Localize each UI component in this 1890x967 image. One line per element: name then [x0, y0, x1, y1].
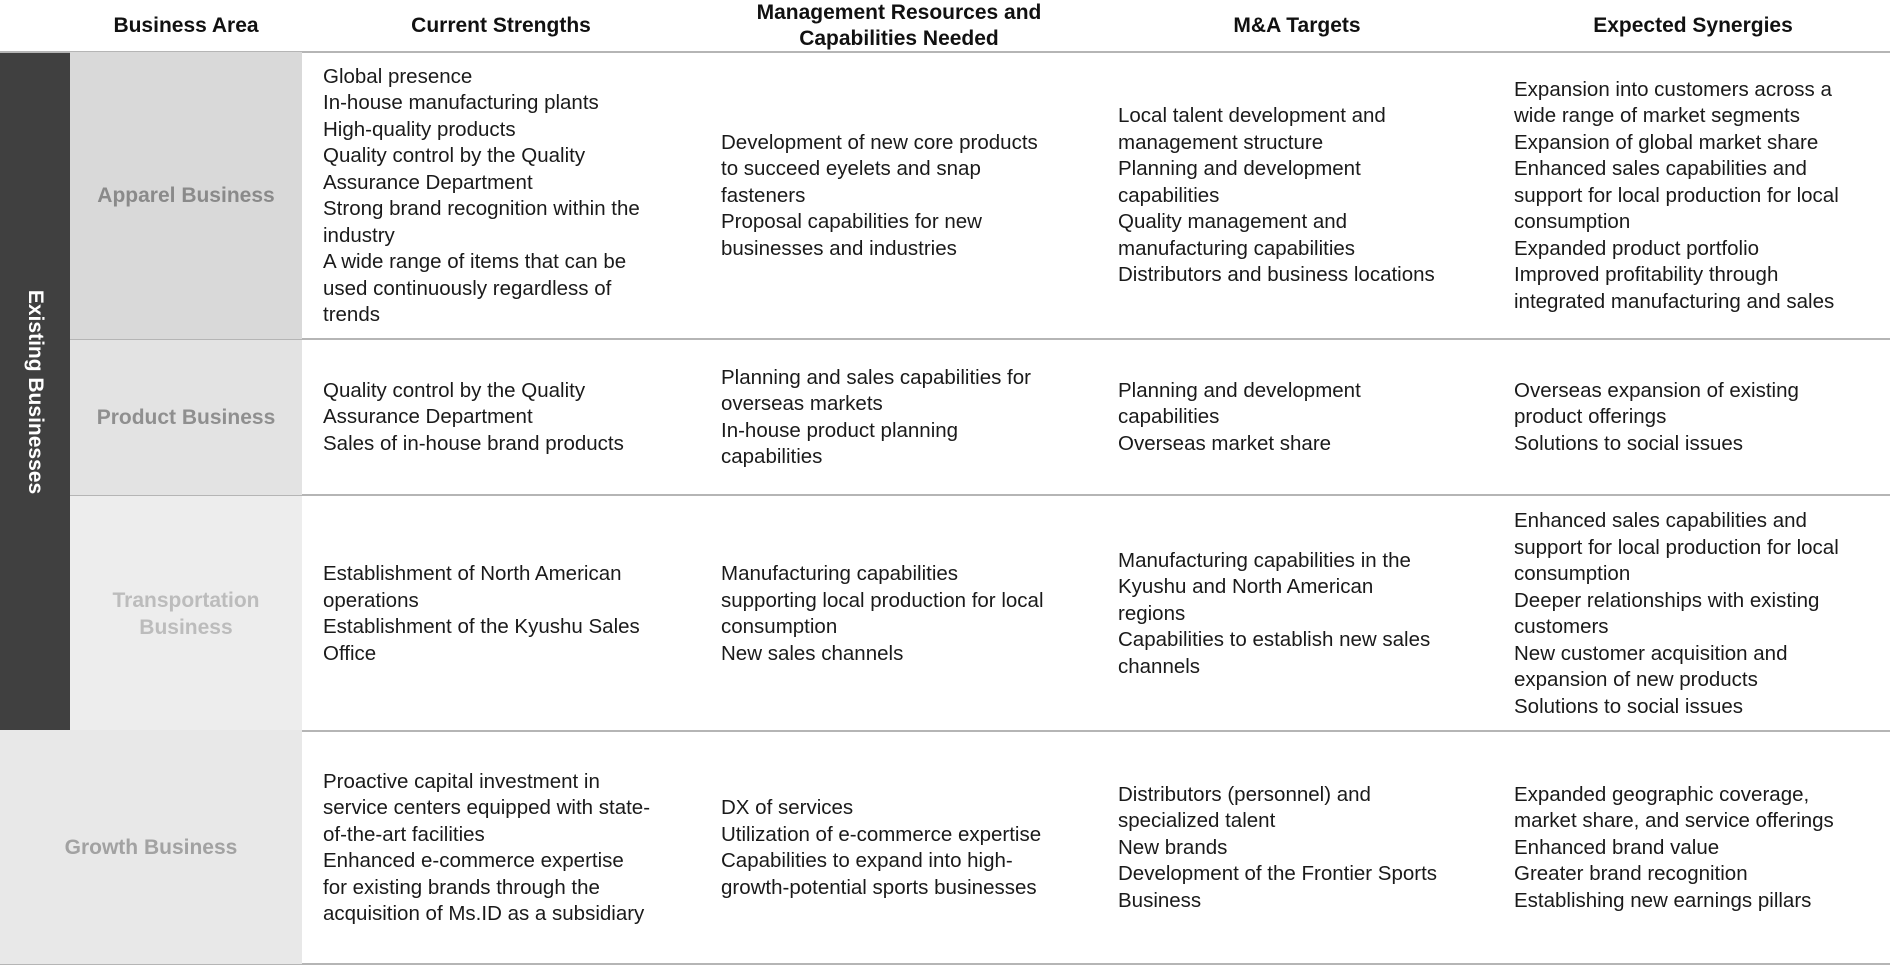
text-line: channels — [1118, 654, 1201, 678]
area-apparel-business — [70, 52, 302, 339]
text-line: Sales of in-house brand products — [323, 431, 624, 455]
text-line: product offerings — [1514, 405, 1667, 429]
apparel-ma-targets — [1118, 56, 1488, 336]
transportation-expected-synergies — [1514, 498, 1886, 730]
text-line: Utilization of e-commerce expertise — [721, 822, 1042, 846]
text-line: Solutions to social issues — [1514, 694, 1744, 718]
text-line: Apparel Business — [97, 184, 275, 207]
row-divider — [70, 494, 1890, 496]
text-line: consumption — [1514, 562, 1631, 585]
text-line: Planning and development — [1118, 378, 1361, 402]
text-line: for existing brands through the — [323, 875, 600, 899]
text-line: businesses and industries — [721, 236, 957, 260]
area-lines — [112, 587, 259, 641]
text-line: Overseas expansion of existing — [1514, 378, 1799, 402]
text-line: support for local production for local — [1514, 535, 1839, 559]
growth-expected-synergies — [1514, 734, 1886, 962]
text-line: Assurance Department — [323, 170, 533, 194]
text-line: High-quality products — [323, 117, 516, 141]
text-line: operations — [323, 588, 419, 612]
text-line: Enhanced sales capabilities and — [1514, 157, 1807, 181]
text-line: Development of the Frontier Sports — [1118, 862, 1438, 886]
text-line: New sales channels — [721, 641, 904, 665]
text-line: trends — [323, 303, 380, 326]
text-line: Solutions to social issues — [1514, 431, 1744, 455]
text-line: New brands — [1118, 835, 1228, 859]
text-line: In-house manufacturing plants — [323, 91, 599, 114]
text-line: Enhanced brand value — [1514, 835, 1720, 859]
text-line: Kyushu and North American — [1118, 575, 1374, 599]
text-line: overseas markets — [721, 392, 883, 415]
text-line: customers — [1514, 615, 1609, 638]
text-line: consumption — [721, 615, 838, 638]
area-growth-business — [0, 730, 302, 964]
text-line: Expansion into customers across a — [1514, 77, 1832, 101]
header-expected-synergies: Expected Synergies — [1593, 14, 1793, 37]
text-line: expansion of new products — [1514, 668, 1758, 691]
text-line: wide range of market segments — [1514, 104, 1800, 128]
growth-ma-targets — [1118, 734, 1488, 962]
area-lines — [97, 182, 274, 209]
text-line: service centers equipped with state- — [323, 796, 651, 819]
text-line: Planning and development — [1118, 157, 1361, 181]
text-line: New customer acquisition and — [1514, 641, 1788, 665]
header-business-area: Business Area — [113, 14, 259, 37]
product-ma-targets — [1118, 342, 1488, 493]
product-resources-needed — [721, 342, 1091, 493]
text-line: A wide range of items that can be — [323, 250, 627, 273]
product-current-strengths — [323, 342, 693, 493]
text-line: Quality control by the Quality — [323, 144, 586, 167]
area-lines — [65, 834, 238, 861]
existing-businesses-label: Existing Businesses — [0, 52, 70, 732]
text-line: of-the-art facilities — [323, 822, 485, 846]
text-line: Capabilities to establish new sales — [1118, 628, 1431, 652]
header-ma-targets: M&A Targets — [1233, 14, 1361, 37]
growth-resources-needed — [721, 734, 1091, 962]
row-divider — [70, 338, 1890, 340]
text-line: Office — [323, 641, 377, 665]
transportation-ma-targets — [1118, 498, 1488, 730]
text-line: Planning and sales capabilities for — [721, 365, 1031, 389]
text-line: Proposal capabilities for new — [721, 210, 982, 234]
text-line: Improved profitability through — [1514, 263, 1779, 287]
apparel-expected-synergies — [1514, 56, 1886, 336]
text-line: Business — [1118, 888, 1202, 912]
text-line: Manufacturing capabilities in the — [1118, 548, 1411, 572]
text-line: Establishment of North American — [323, 562, 622, 585]
text-line: Global presence — [323, 64, 473, 88]
text-line: Enhanced e-commerce expertise — [323, 849, 624, 872]
area-transportation-business — [70, 496, 302, 732]
header-resources-needed: Management Resources and Capabilities Needed — [756, 1, 1042, 50]
apparel-resources-needed — [721, 56, 1091, 336]
text-line: industry — [323, 223, 395, 247]
text-line: market share, and service offerings — [1514, 809, 1834, 833]
text-line: Enhanced sales capabilities and — [1514, 509, 1807, 532]
text-line: Proactive capital investment in — [323, 769, 600, 793]
text-line: acquisition of Ms.ID as a subsidiary — [323, 902, 645, 925]
text-line: used continuously regardless of — [323, 276, 612, 300]
text-line: Transportation — [112, 589, 260, 612]
text-line: support for local production for local — [1514, 183, 1839, 207]
text-line: consumption — [1514, 210, 1631, 234]
transportation-resources-needed — [721, 498, 1091, 730]
text-line: management structure — [1118, 130, 1324, 154]
transportation-current-strengths — [323, 498, 693, 730]
text-line: Development of new core products — [721, 130, 1038, 154]
text-line: Overseas market share — [1118, 431, 1332, 455]
text-line: regions — [1118, 601, 1186, 625]
area-product-business — [70, 340, 302, 495]
text-line: capabilities — [721, 445, 823, 468]
text-line: Distributors and business locations — [1118, 263, 1435, 287]
text-line: Expanded geographic coverage, — [1514, 782, 1810, 806]
text-line: supporting local production for local — [721, 588, 1044, 612]
text-line: Deeper relationships with existing — [1514, 588, 1820, 612]
text-line: integrated manufacturing and sales — [1514, 289, 1835, 313]
text-line: Manufacturing capabilities — [721, 562, 959, 585]
text-line: Establishment of the Kyushu Sales — [323, 615, 640, 638]
product-expected-synergies — [1514, 342, 1886, 493]
text-line: Business — [139, 616, 233, 639]
text-line: fasteners — [721, 183, 806, 207]
text-line: Capabilities to expand into high- — [721, 849, 1013, 872]
text-line: Assurance Department — [323, 405, 533, 429]
text-line: Local talent development and — [1118, 104, 1386, 128]
text-line: Growth Business — [64, 835, 238, 859]
text-line: Distributors (personnel) and — [1118, 782, 1371, 806]
area-lines — [97, 404, 276, 431]
text-line: Greater brand recognition — [1514, 862, 1748, 886]
text-line: to succeed eyelets and snap — [721, 157, 981, 181]
text-line: Expansion of global market share — [1514, 130, 1819, 154]
text-line: manufacturing capabilities — [1118, 236, 1356, 260]
text-line: DX of services — [721, 796, 854, 819]
apparel-current-strengths — [323, 56, 693, 336]
text-line: specialized talent — [1118, 809, 1276, 833]
text-line: growth-potential sports businesses — [721, 875, 1037, 899]
text-line: In-house product planning — [721, 418, 959, 442]
text-line: Product Business — [96, 406, 276, 429]
growth-current-strengths — [323, 734, 693, 962]
header-current-strengths: Current Strengths — [411, 14, 591, 37]
text-line: Quality control by the Quality — [323, 378, 586, 402]
text-line: Expanded product portfolio — [1514, 236, 1760, 260]
text-line: capabilities — [1118, 183, 1220, 207]
text-line: Strong brand recognition within the — [323, 197, 640, 220]
text-line: capabilities — [1118, 405, 1220, 429]
text-line: Quality management and — [1118, 210, 1348, 234]
text-line: Establishing new earnings pillars — [1514, 888, 1812, 912]
